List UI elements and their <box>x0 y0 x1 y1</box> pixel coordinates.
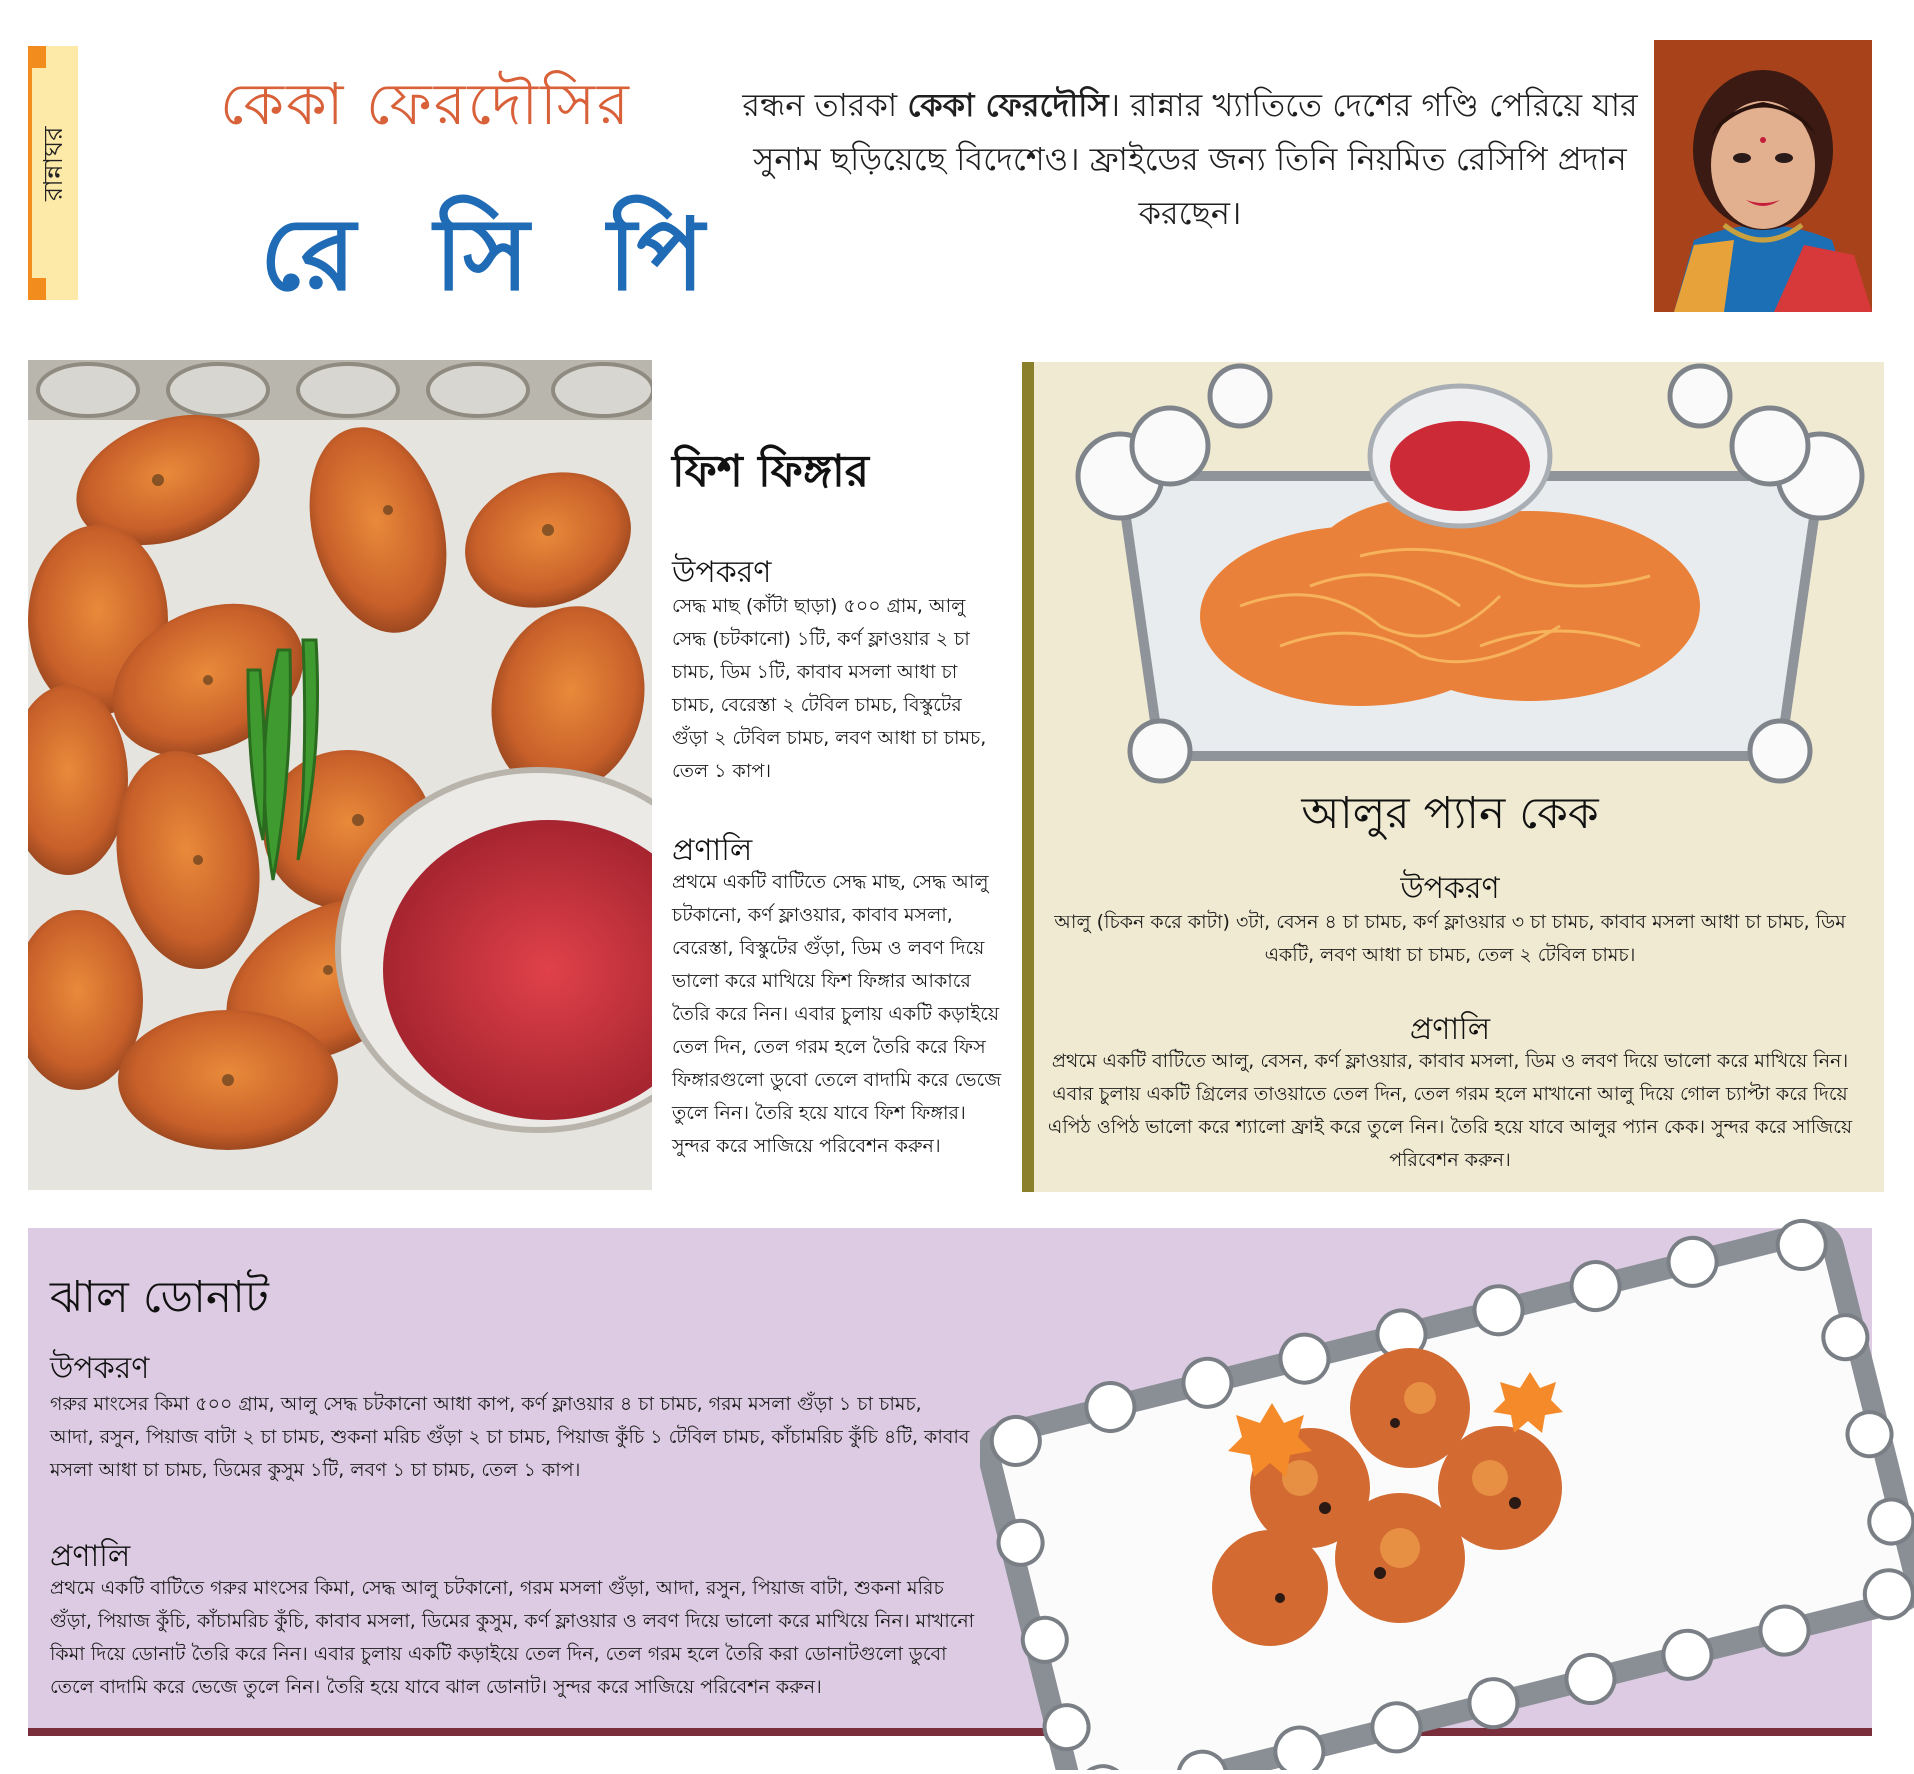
donut-photo <box>980 1188 1914 1770</box>
fish-finger-photo <box>28 360 652 1190</box>
donut-ingredients-heading: উপকরণ <box>50 1351 150 1386</box>
section-label: রান্নাঘর <box>39 126 69 201</box>
intro-prefix: রন্ধন তারকা <box>742 86 908 124</box>
fish-method-heading: প্রণালি <box>672 833 753 868</box>
donut-method-heading: প্রণালি <box>50 1539 131 1574</box>
author-portrait-illustration <box>1654 40 1872 312</box>
aloo-ingredients-text: আলু (চিকন করে কাটা) ৩টা, বেসন ৪ চা চামচ, কর্ণ ফ্লাওয়ার ৩ চা চামচ, কাবাব মসলা আধা চা চামচ, ডিম একটি, লবণ আধা চা চামচ, তেল ২ টেবিল চামচ। <box>1054 911 1846 966</box>
aloo-pancake-photo <box>1060 356 1880 786</box>
header-title-line2: রে সি পি <box>260 196 727 313</box>
section-tag <box>28 46 78 300</box>
intro-suffix: । রান্নার খ্যাতিতে দেশের গণ্ডি পেরিয়ে যার সুনাম ছড়িয়েছে বিদেশেও। ফ্রাইডের জন্য তিনি নিয়মিত রেসিপি প্রদান করছেন। <box>753 86 1638 232</box>
fish-finger-illustration <box>28 360 652 1190</box>
aloo-ingredients-heading: উপকরণ <box>1400 871 1500 906</box>
aloo-recipe-title: আলুর প্যান কেক <box>1301 788 1599 839</box>
donut-illustration <box>980 1188 1914 1770</box>
tag-corner-bottom <box>28 278 46 300</box>
donut-recipe-title: ঝাল ডোনাট <box>50 1272 269 1323</box>
header-title-line1: কেকা ফেরদৌসির <box>220 70 631 138</box>
fish-ingredients-text: সেদ্ধ মাছ (কাঁটা ছাড়া) ৫০০ গ্রাম, আলু সেদ্ধ (চটকানো) ১টি, কর্ণ ফ্লাওয়ার ২ চা চামচ, ডিম ১টি, কাবাব মসলা আধা চা চামচ, বেরেস্তা ২ টেবিল চামচ, বিস্কুটের গুঁড়া ২ টেবিল চামচ, লবণ আধা চা চামচ, তেল ১ কাপ। <box>672 595 987 782</box>
author-photo <box>1654 40 1872 312</box>
aloo-method-heading: প্রণালি <box>1409 1012 1491 1047</box>
donut-ingredients-text: গরুর মাংসের কিমা ৫০০ গ্রাম, আলু সেদ্ধ চটকানো আধা কাপ, কর্ণ ফ্লাওয়ার ৪ চা চামচ, গরম মসলা গুঁড়া ১ চা চামচ, আদা, রসুন, পিয়াজ বাটা ২ চা চামচ, শুকনা মরিচ গুঁড়া ২ চা চামচ, পিয়াজ কুঁচি ১ টেবিল চামচ, কাঁচামরিচ কুঁচি ৪টি, কাবাব মসলা আধা চা চামচ, ডিমের কুসুম ১টি, লবণ ১ চা চামচ, তেল ১ কাপ। <box>50 1393 970 1481</box>
donut-method-text: প্রথমে একটি বাটিতে গরুর মাংসের কিমা, সেদ্ধ আলু চটকানো, গরম মসলা গুঁড়া, আদা, রসুন, পিয়াজ বাটা, শুকনা মরিচ গুঁড়া, পিয়াজ কুঁচি, কাঁচামরিচ কুঁচি, কাবাব মসলা, ডিমের কুসুম, কর্ণ ফ্লাওয়ার ও লবণ দিয়ে ভালো করে মাখিয়ে নিন। মাখানো কিমা দিয়ে ডোনাট তৈরি করে নিন। এবার চুলায় একটি কড়াইয়ে তেল দিন, তেল গরম হলে তৈরি করা ডোনাটগুলো ডুবো তেলে বাদামি করে ভেজে তুলে নিন। তৈরি হয়ে যাবে ঝাল ডোনাট। সুন্দর করে সাজিয়ে পরিবেশন করুন। <box>50 1577 975 1698</box>
fish-method-text: প্রথমে একটি বাটিতে সেদ্ধ মাছ, সেদ্ধ আলু চটকানো, কর্ণ ফ্লাওয়ার, কাবাব মসলা, বেরেস্তা, বিস্কুটের গুঁড়া, ডিম ও লবণ দিয়ে ভালো করে মাখিয়ে ফিশ ফিঙ্গার আকারে তৈরি করে নিন। এবার চুলায় একটি কড়াইয়ে তেল দিন, তেল গরম হলে তৈরি করে ফিস ফিঙ্গারগুলো ডুবো তেলে বাদামি করে ভেজে তুলে নিন। তৈরি হয়ে যাবে ফিশ ফিঙ্গার। সুন্দর করে সাজিয়ে পরিবেশন করুন। <box>672 871 1002 1157</box>
fish-recipe-title: ফিশ ফিঙ্গার <box>672 446 869 497</box>
intro-text <box>720 78 1660 240</box>
fish-ingredients-heading: উপকরণ <box>672 555 772 590</box>
aloo-method-text: প্রথমে একটি বাটিতে আলু, বেসন, কর্ণ ফ্লাওয়ার, কাবাব মসলা, ডিম ও লবণ দিয়ে ভালো করে মাখিয়ে নিন। এবার চুলায় একটি গ্রিলের তাওয়াতে তেল দিন, তেল গরম হলে মাখানো আলু দিয়ে গোল চ্যাপ্টা করে দিয়ে এপিঠ ওপিঠ ভালো করে শ্যালো ফ্রাই করে তুলে নিন। তৈরি হয়ে যাবে আলুর প্যান কেক। সুন্দর করে সাজিয়ে পরিবেশন করুন। <box>1047 1050 1853 1171</box>
intro-author-name: কেকা ফেরদৌসি <box>907 86 1109 124</box>
tag-corner-top <box>28 46 46 68</box>
aloo-pancake-illustration <box>1060 356 1880 786</box>
